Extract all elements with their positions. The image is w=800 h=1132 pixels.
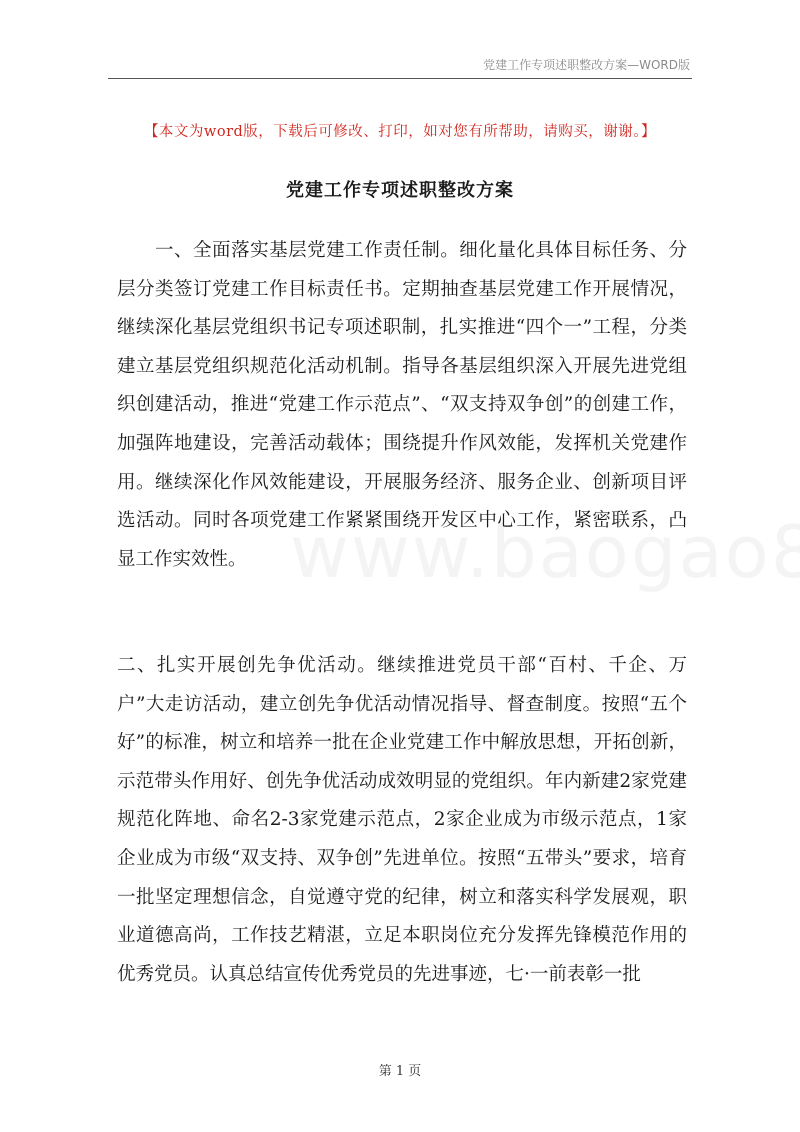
download-notice: 【本文为word版，下载后可修改、打印，如对您有所帮助，请购买，谢谢。】 — [143, 124, 657, 140]
header-divider — [108, 78, 692, 79]
paragraph-2: 二、扎实开展创先争优活动。继续推进党员干部“百村、千企、万户”大走访活动，建立创先争优活动情况指导、督查制度。按照“五个好”的标准，树立和培养一批在企业党建工作中解放思想，开拓创新，示范带头作用好、创先争优活动成效明显的党组织。年内新建2家党建规范化阵地、命名2-3家党建示范点，2家企业成为市级示范点，1家企业成为市级“双支持、双争创”先进单位。按照“五带头”要求，培育一批坚定理想信念，自觉遵守党的纪律，树立和落实科学发展观，职业道德高尚，工作技艺精湛，立足本职岗位充分发挥先锋模范作用的优秀党员。认真总结宣传优秀党员的先进事迹，七·一前表彰一批 — [117, 655, 687, 985]
paragraph-1: 一、全面落实基层党建工作责任制。细化量化具体目标任务、分层分类签订党建工作目标责任书。定期抽查基层党建工作开展情况，继续深化基层党组织书记专项述职制，扎实推进“四个一”工程，分类建立基层党组织规范化活动机制。指导各基层组织深入开展先进党组织创建活动，推进“党建工作示范点”、“双支持双争创”的创建工作，加强阵地建设，完善活动载体；围绕提升作风效能，发挥机关党建作用。继续深化作风效能建设，开展服务经济、服务企业、创新项目评选活动。同时各项党建工作紧紧围绕开发区中心工作，紧密联系，凸显工作实效性。 — [117, 240, 687, 570]
page-number: 第 1 页 — [378, 1064, 422, 1079]
page-header: 党建工作专项述职整改方案—WORD版 — [483, 58, 690, 72]
document-title: 党建工作专项述职整改方案 — [286, 180, 514, 201]
